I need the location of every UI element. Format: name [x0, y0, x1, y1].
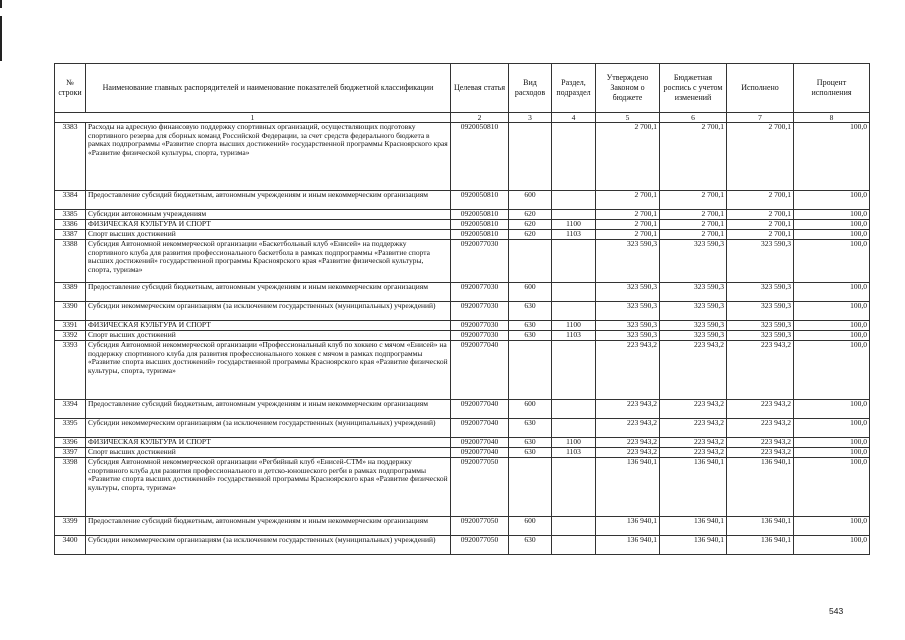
- col-number: 4: [552, 113, 596, 123]
- row-percent: 100,0: [794, 321, 870, 331]
- row-percent: 100,0: [794, 283, 870, 302]
- table-row: [55, 191, 870, 210]
- header-executed: Исполнено: [727, 64, 794, 113]
- row-number: 3400: [55, 536, 86, 555]
- header-approved: Утверждено Законом о бюджете: [596, 64, 660, 113]
- budget-execution-table: [54, 63, 870, 555]
- row-expense-type: 630: [509, 448, 552, 458]
- row-executed: 323 590,3: [727, 302, 794, 321]
- row-expense-type: 620: [509, 220, 552, 230]
- row-section: [552, 341, 596, 400]
- table-row: [55, 458, 870, 517]
- row-executed: 2 700,1: [727, 123, 794, 191]
- header-expense-type: Вид расходов: [509, 64, 552, 113]
- table-row: [55, 400, 870, 419]
- row-expense-type: 630: [509, 536, 552, 555]
- row-name: Субсидии некоммерческим организациям (за исключением государственных (муниципальных) учреждений): [86, 419, 451, 438]
- table-body: [55, 123, 870, 555]
- row-number: 3384: [55, 191, 86, 210]
- row-name: Субсидии некоммерческим организациям (за исключением государственных (муниципальных) учреждений): [86, 302, 451, 321]
- row-target-article: 0920077050: [451, 517, 509, 536]
- row-expense-type: 600: [509, 517, 552, 536]
- row-approved: 223 943,2: [596, 419, 660, 438]
- row-number: 3387: [55, 230, 86, 240]
- row-expense-type: [509, 240, 552, 283]
- row-expense-type: [509, 341, 552, 400]
- row-target-article: 0920077030: [451, 302, 509, 321]
- col-number: 6: [660, 113, 727, 123]
- row-executed: 2 700,1: [727, 191, 794, 210]
- row-section: [552, 283, 596, 302]
- row-expense-type: 630: [509, 321, 552, 331]
- header-section: Раздел, подраздел: [552, 64, 596, 113]
- table-row: [55, 536, 870, 555]
- row-section: [552, 210, 596, 220]
- row-target-article: 0920050810: [451, 220, 509, 230]
- row-name: Спорт высших достижений: [86, 331, 451, 341]
- row-approved: 2 700,1: [596, 210, 660, 220]
- row-section: 1103: [552, 230, 596, 240]
- row-target-article: 0920077030: [451, 283, 509, 302]
- row-target-article: 0920077040: [451, 341, 509, 400]
- row-approved: 323 590,3: [596, 283, 660, 302]
- table-row: [55, 230, 870, 240]
- row-executed: 2 700,1: [727, 210, 794, 220]
- row-percent: 100,0: [794, 331, 870, 341]
- scan-edge-mark: [0, 16, 2, 61]
- row-approved: 136 940,1: [596, 536, 660, 555]
- row-schedule: 223 943,2: [660, 419, 727, 438]
- row-percent: 100,0: [794, 302, 870, 321]
- row-executed: 323 590,3: [727, 321, 794, 331]
- row-expense-type: [509, 458, 552, 517]
- row-executed: 223 943,2: [727, 438, 794, 448]
- row-approved: 2 700,1: [596, 220, 660, 230]
- row-schedule: 2 700,1: [660, 220, 727, 230]
- row-name: ФИЗИЧЕСКАЯ КУЛЬТУРА И СПОРТ: [86, 321, 451, 331]
- col-number: 2: [451, 113, 509, 123]
- scan-edge-mark-top: [0, 0, 2, 8]
- table-row: [55, 302, 870, 321]
- row-number: 3398: [55, 458, 86, 517]
- row-name: Субсидия Автономной некоммерческой организации «Профессиональный клуб по хоккею с мячом «Енисей» на поддержку спортивного клуба для развития профессионального хоккея с мячом в рамках подпрограммы «Развитие спорта высших достижений» государственной программы Красноярского края «Развитие физической культуры, спорта, туризма»: [86, 341, 451, 400]
- row-section: 1103: [552, 448, 596, 458]
- row-approved: 2 700,1: [596, 123, 660, 191]
- row-section: [552, 240, 596, 283]
- row-executed: 223 943,2: [727, 419, 794, 438]
- row-name: Предоставление субсидий бюджетным, автономным учреждениям и иным некоммерческим организациям: [86, 191, 451, 210]
- row-approved: 323 590,3: [596, 321, 660, 331]
- column-number-row: [55, 113, 870, 123]
- row-executed: 323 590,3: [727, 331, 794, 341]
- row-percent: 100,0: [794, 448, 870, 458]
- row-expense-type: 600: [509, 400, 552, 419]
- row-number: 3396: [55, 438, 86, 448]
- row-expense-type: [509, 123, 552, 191]
- row-percent: 100,0: [794, 341, 870, 400]
- row-executed: 2 700,1: [727, 220, 794, 230]
- row-section: [552, 419, 596, 438]
- row-target-article: 0920077040: [451, 419, 509, 438]
- row-expense-type: 620: [509, 230, 552, 240]
- col-number: 1: [55, 113, 451, 123]
- row-number: 3397: [55, 448, 86, 458]
- row-percent: 100,0: [794, 536, 870, 555]
- row-target-article: 0920050810: [451, 191, 509, 210]
- row-number: 3399: [55, 517, 86, 536]
- row-number: 3390: [55, 302, 86, 321]
- header-percent: Процент исполнения: [794, 64, 870, 113]
- table-row: [55, 419, 870, 438]
- row-expense-type: 630: [509, 302, 552, 321]
- row-percent: 100,0: [794, 400, 870, 419]
- row-schedule: 323 590,3: [660, 240, 727, 283]
- row-section: [552, 191, 596, 210]
- row-number: 3391: [55, 321, 86, 331]
- row-section: [552, 302, 596, 321]
- row-section: [552, 536, 596, 555]
- row-schedule: 223 943,2: [660, 438, 727, 448]
- row-name: Спорт высших достижений: [86, 230, 451, 240]
- table-row: [55, 331, 870, 341]
- row-percent: 100,0: [794, 458, 870, 517]
- row-number: 3389: [55, 283, 86, 302]
- row-schedule: 2 700,1: [660, 210, 727, 220]
- row-name: Предоставление субсидий бюджетным, автономным учреждениям и иным некоммерческим организациям: [86, 517, 451, 536]
- row-expense-type: 600: [509, 191, 552, 210]
- row-number: 3388: [55, 240, 86, 283]
- row-expense-type: 620: [509, 210, 552, 220]
- table-row: [55, 438, 870, 448]
- row-name: Субсидия Автономной некоммерческой организации «Баскетбольный клуб «Енисей» на поддержку спортивного клуба для развития профессионального баскетбола в рамках подпрограммы «Развитие спорта высших достижений» государственной программы Красноярского края «Развитие физической культуры, спорта, туризма»: [86, 240, 451, 283]
- row-name: Спорт высших достижений: [86, 448, 451, 458]
- row-executed: 223 943,2: [727, 400, 794, 419]
- row-expense-type: 630: [509, 331, 552, 341]
- row-name: Предоставление субсидий бюджетным, автономным учреждениям и иным некоммерческим организациям: [86, 400, 451, 419]
- row-target-article: 0920077030: [451, 240, 509, 283]
- row-approved: 323 590,3: [596, 240, 660, 283]
- row-approved: 223 943,2: [596, 400, 660, 419]
- table-row: [55, 283, 870, 302]
- row-percent: 100,0: [794, 123, 870, 191]
- row-name: Предоставление субсидий бюджетным, автономным учреждениям и иным некоммерческим организациям: [86, 283, 451, 302]
- row-target-article: 0920050810: [451, 210, 509, 220]
- row-expense-type: 630: [509, 419, 552, 438]
- row-schedule: 2 700,1: [660, 123, 727, 191]
- row-section: [552, 517, 596, 536]
- row-approved: 136 940,1: [596, 458, 660, 517]
- row-target-article: 0920077040: [451, 400, 509, 419]
- row-schedule: 323 590,3: [660, 283, 727, 302]
- row-number: 3385: [55, 210, 86, 220]
- row-name: ФИЗИЧЕСКАЯ КУЛЬТУРА И СПОРТ: [86, 220, 451, 230]
- row-executed: 223 943,2: [727, 341, 794, 400]
- row-executed: 2 700,1: [727, 230, 794, 240]
- col-number: 7: [727, 113, 794, 123]
- row-section: [552, 458, 596, 517]
- row-name: Субсидия Автономной некоммерческой организации «Регбийный клуб «Енисей-СТМ» на поддержку спортивного клуба для развития профессионального и детско-юношеского регби в рамках подпрограммы «Развитие спорта высших достижений» государственной программы Красноярского края «Развитие физической культуры, спорта, туризма»: [86, 458, 451, 517]
- row-approved: 223 943,2: [596, 438, 660, 448]
- row-schedule: 223 943,2: [660, 341, 727, 400]
- row-number: 3395: [55, 419, 86, 438]
- row-number: 3392: [55, 331, 86, 341]
- row-percent: 100,0: [794, 230, 870, 240]
- row-executed: 136 940,1: [727, 458, 794, 517]
- row-approved: 323 590,3: [596, 331, 660, 341]
- row-percent: 100,0: [794, 220, 870, 230]
- row-percent: 100,0: [794, 240, 870, 283]
- row-number: 3394: [55, 400, 86, 419]
- table-row: [55, 210, 870, 220]
- table-row: [55, 517, 870, 536]
- table-row: [55, 448, 870, 458]
- header-name: Наименование главных распорядителей и наименование показателей бюджетной классификации: [86, 64, 451, 113]
- page-number: 543: [829, 606, 844, 616]
- row-executed: 223 943,2: [727, 448, 794, 458]
- row-target-article: 0920077040: [451, 438, 509, 448]
- row-target-article: 0920050810: [451, 230, 509, 240]
- col-number: 5: [596, 113, 660, 123]
- row-approved: 223 943,2: [596, 448, 660, 458]
- row-section: [552, 400, 596, 419]
- table-row: [55, 321, 870, 331]
- row-target-article: 0920077040: [451, 448, 509, 458]
- row-name: Расходы на адресную финансовую поддержку спортивных организаций, осуществляющих подготовку спортивного резерва для сборных команд Российской Федерации, за счет средств федерального бюджета в рамках подпрограммы «Развитие спорта высших достижений» государственной программы Красноярского края «Развитие физической культуры, спорта, туризма»: [86, 123, 451, 191]
- row-name: Субсидии некоммерческим организациям (за исключением государственных (муниципальных) учреждений): [86, 536, 451, 555]
- row-percent: 100,0: [794, 191, 870, 210]
- row-executed: 136 940,1: [727, 517, 794, 536]
- row-executed: 136 940,1: [727, 536, 794, 555]
- table-row: [55, 240, 870, 283]
- row-percent: 100,0: [794, 419, 870, 438]
- row-target-article: 0920077050: [451, 536, 509, 555]
- row-executed: 323 590,3: [727, 283, 794, 302]
- row-number: 3393: [55, 341, 86, 400]
- header-row-number: № строки: [55, 64, 86, 113]
- row-number: 3383: [55, 123, 86, 191]
- col-number: 8: [794, 113, 870, 123]
- row-section: 1100: [552, 321, 596, 331]
- row-approved: 323 590,3: [596, 302, 660, 321]
- header-budget-schedule: Бюджетная роспись с учетом изменений: [660, 64, 727, 113]
- row-number: 3386: [55, 220, 86, 230]
- row-section: 1103: [552, 331, 596, 341]
- row-approved: 136 940,1: [596, 517, 660, 536]
- row-expense-type: 600: [509, 283, 552, 302]
- row-percent: 100,0: [794, 438, 870, 448]
- row-schedule: 223 943,2: [660, 448, 727, 458]
- row-target-article: 0920077050: [451, 458, 509, 517]
- table-row: [55, 123, 870, 191]
- row-approved: 223 943,2: [596, 341, 660, 400]
- row-schedule: 323 590,3: [660, 302, 727, 321]
- row-section: 1100: [552, 220, 596, 230]
- row-schedule: 136 940,1: [660, 536, 727, 555]
- row-schedule: 223 943,2: [660, 400, 727, 419]
- col-number: 3: [509, 113, 552, 123]
- row-expense-type: 630: [509, 438, 552, 448]
- row-schedule: 136 940,1: [660, 517, 727, 536]
- row-section: [552, 123, 596, 191]
- row-schedule: 323 590,3: [660, 331, 727, 341]
- row-target-article: 0920077030: [451, 331, 509, 341]
- row-name: Субсидии автономным учреждениям: [86, 210, 451, 220]
- row-approved: 2 700,1: [596, 191, 660, 210]
- table-header-row: [55, 64, 870, 113]
- header-target-article: Целевая статья: [451, 64, 509, 113]
- row-schedule: 136 940,1: [660, 458, 727, 517]
- table-row: [55, 341, 870, 400]
- row-target-article: 0920050810: [451, 123, 509, 191]
- row-target-article: 0920077030: [451, 321, 509, 331]
- row-schedule: 2 700,1: [660, 230, 727, 240]
- row-schedule: 2 700,1: [660, 191, 727, 210]
- row-percent: 100,0: [794, 210, 870, 220]
- row-name: ФИЗИЧЕСКАЯ КУЛЬТУРА И СПОРТ: [86, 438, 451, 448]
- row-executed: 323 590,3: [727, 240, 794, 283]
- row-schedule: 323 590,3: [660, 321, 727, 331]
- row-percent: 100,0: [794, 517, 870, 536]
- row-section: 1100: [552, 438, 596, 448]
- row-approved: 2 700,1: [596, 230, 660, 240]
- table-row: [55, 220, 870, 230]
